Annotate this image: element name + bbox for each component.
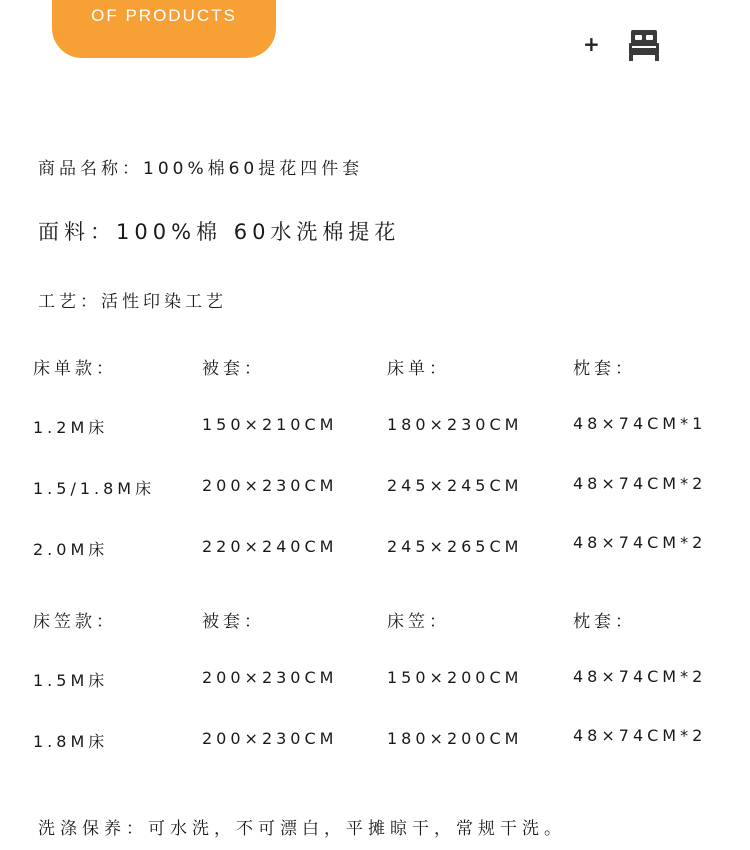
table-cell: 1.8M床 — [33, 732, 109, 751]
table-header: 床笠款： — [33, 612, 117, 632]
table-cell: 180×230CM — [387, 415, 523, 434]
table-cell: 1.2M床 — [33, 418, 109, 437]
table-cell: 220×240CM — [202, 537, 338, 556]
table-cell: 200×230CM — [202, 668, 338, 687]
table-header: 床单款： — [33, 359, 117, 379]
table-cell: 200×230CM — [202, 476, 338, 495]
products-banner-tab — [52, 0, 276, 58]
table-header: 被套： — [202, 359, 265, 379]
table-cell: 150×210CM — [202, 415, 338, 434]
table-cell: 1.5M床 — [33, 671, 109, 690]
plus-icon: + — [583, 32, 600, 56]
table-header: 床单： — [387, 359, 450, 379]
table-cell: 245×265CM — [387, 537, 523, 556]
care-instructions: 洗涤保养：可水洗，不可漂白，平摊晾干，常规干洗。 — [38, 819, 566, 839]
table-cell: 48×74CM*2 — [573, 667, 707, 686]
table-header: 枕套： — [573, 612, 636, 632]
table-cell: 48×74CM*2 — [573, 474, 707, 493]
table-cell: 150×200CM — [387, 668, 523, 687]
bed-icon — [628, 28, 660, 62]
table-header: 被套： — [202, 612, 265, 632]
table-header: 枕套： — [573, 359, 636, 379]
table-cell: 48×74CM*2 — [573, 726, 707, 745]
table-cell: 2.0M床 — [33, 540, 109, 559]
craft-info: 工艺：活性印染工艺 — [38, 292, 227, 312]
table-cell: 1.5/1.8M床 — [33, 479, 156, 498]
table-cell: 200×230CM — [202, 729, 338, 748]
table-cell: 180×200CM — [387, 729, 523, 748]
table-cell: 48×74CM*1 — [573, 414, 707, 433]
table-header: 床笠： — [387, 612, 450, 632]
fabric-info: 面料：100%棉 60水洗棉提花 — [38, 220, 401, 244]
table-cell: 245×245CM — [387, 476, 523, 495]
banner-text: OF PRODUCTS — [91, 6, 237, 25]
product-name: 商品名称：100%棉60提花四件套 — [38, 159, 364, 179]
table-cell: 48×74CM*2 — [573, 533, 707, 552]
